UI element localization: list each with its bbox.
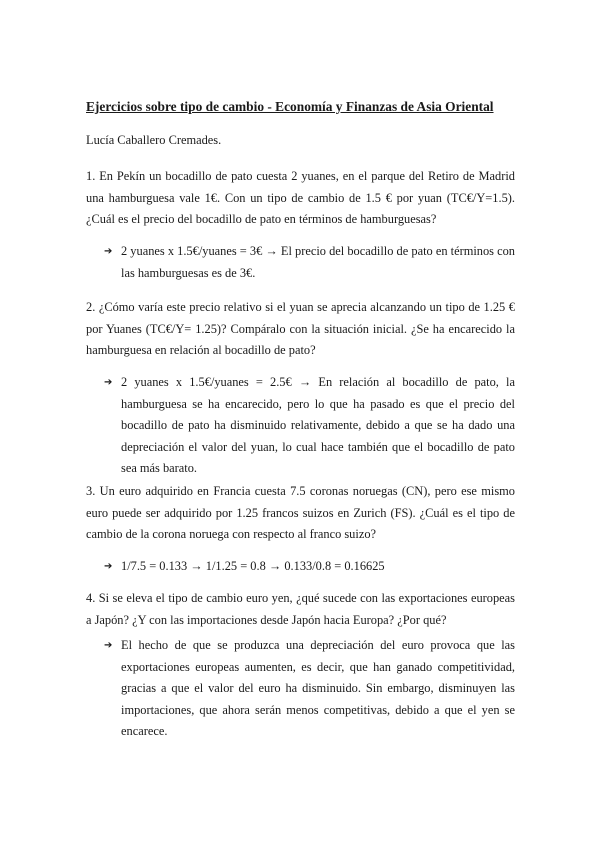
document-title: Ejercicios sobre tipo de cambio - Economía y Finanzas de Asia Oriental [86, 99, 494, 114]
answer-2 [104, 372, 515, 480]
question-1 [86, 166, 515, 231]
question-2 [86, 297, 515, 362]
arrow-icon: ➔ [104, 640, 113, 651]
answer-3 [104, 556, 515, 578]
question-2-text: 2. ¿Cómo varía este precio relativo si el yuan se aprecia alcanzando un tipo de 1.25 € por Yuanes (TC€/Y= 1.25)? Compáralo con la situación inicial. ¿Se ha encarecido la hamburguesa en relación al bocadillo de pato? [86, 300, 515, 357]
answer-2-text: 2 yuanes x 1.5€/yuanes = 2.5€ → En relación al bocadillo de pato, la hamburguesa se ha encarecido, pero lo que ha pasado es que el precio del bocadillo de pato ha disminuido relativamente, debido a que se ha dado una depreciación el valor del yuan, lo cual hace también que el bocadillo de pato sea más barato. [121, 375, 515, 475]
answer-4-text: El hecho de que se produzca una depreciación del euro provoca que las exportaciones europeas aumenten, es decir, que han ganado competitividad, gracias a que el valor del euro ha disminuido. Sin embargo, disminuyen las importaciones, que ahora serán menos competitivas, debido a que el yen se encarece. [121, 638, 515, 738]
arrow-icon: ➔ [104, 377, 113, 388]
question-3 [86, 481, 515, 546]
arrow-icon: ➔ [104, 246, 113, 257]
question-1-text: 1. En Pekín un bocadillo de pato cuesta 2 yuanes, en el parque del Retiro de Madrid una hamburguesa vale 1€. Con un tipo de cambio de 1.5 € por yuan (TC€/Y=1.5). ¿Cuál es el precio del bocadillo de pato en términos de hamburguesas? [86, 169, 515, 226]
answer-3-text: 1/7.5 = 0.133 → 1/1.25 = 0.8 → 0.133/0.8 = 0.16625 [121, 559, 385, 573]
question-3-text: 3. Un euro adquirido en Francia cuesta 7.5 coronas noruegas (CN), pero ese mismo euro puede ser adquirido por 1.25 francos suizos en Zurich (FS). ¿Cuál es el tipo de cambio de la corona noruega con respecto al franco suizo? [86, 484, 515, 541]
answer-4 [104, 635, 515, 743]
author-name: Lucía Caballero Cremades. [86, 133, 222, 147]
question-4 [86, 588, 515, 631]
arrow-icon: ➔ [104, 561, 113, 572]
answer-1-text: 2 yuanes x 1.5€/yuanes = 3€ → El precio del bocadillo de pato en términos con las hamburguesas es de 3€. [121, 244, 515, 280]
question-4-text: 4. Si se eleva el tipo de cambio euro yen, ¿qué sucede con las exportaciones europeas a Japón? ¿Y con las importaciones desde Japón hacia Europa? ¿Por qué? [86, 591, 515, 627]
answer-1 [104, 241, 515, 284]
